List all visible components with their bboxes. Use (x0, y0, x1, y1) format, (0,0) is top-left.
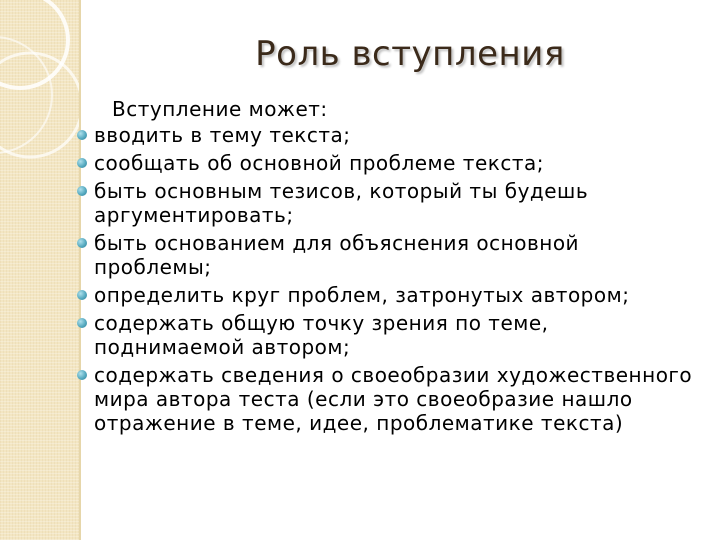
bullet-item (76, 151, 696, 175)
bullet-text: быть основным тезисов, который ты будешь аргументировать; (94, 179, 589, 227)
bullet-icon (77, 370, 87, 380)
bullet-icon (77, 290, 87, 300)
bullet-item (76, 311, 696, 359)
bullet-list (76, 123, 696, 439)
bullet-icon (77, 238, 87, 248)
bullet-item (76, 123, 696, 147)
bullet-icon (77, 186, 87, 196)
bullet-icon (77, 130, 87, 140)
bullet-text: быть основанием для объяснения основной проблемы; (94, 231, 580, 279)
bullet-text: сообщать об основной проблеме текста; (94, 151, 544, 175)
intro-text: Вступление может: (112, 97, 328, 121)
bullet-text: содержать общую точку зрения по теме, поднимаемой автором; (94, 311, 549, 359)
bullet-item (76, 363, 696, 435)
bullet-item (76, 283, 696, 307)
bullet-text: определить круг проблем, затронутых автором; (94, 283, 630, 307)
decorative-circles (0, 0, 79, 540)
decorative-side-panel (0, 0, 79, 540)
bullet-icon (77, 318, 87, 328)
bullet-icon (77, 158, 87, 168)
bullet-item (76, 179, 696, 227)
bullet-text: вводить в тему текста; (94, 123, 351, 147)
bullet-item (76, 231, 696, 279)
slide-title: Роль вступления (255, 34, 565, 74)
bullet-text: содержать сведения о своеобразии художественного мира автора теста (если это своеобразие нашло отражение в теме, идее, проблематике текста) (94, 363, 693, 435)
